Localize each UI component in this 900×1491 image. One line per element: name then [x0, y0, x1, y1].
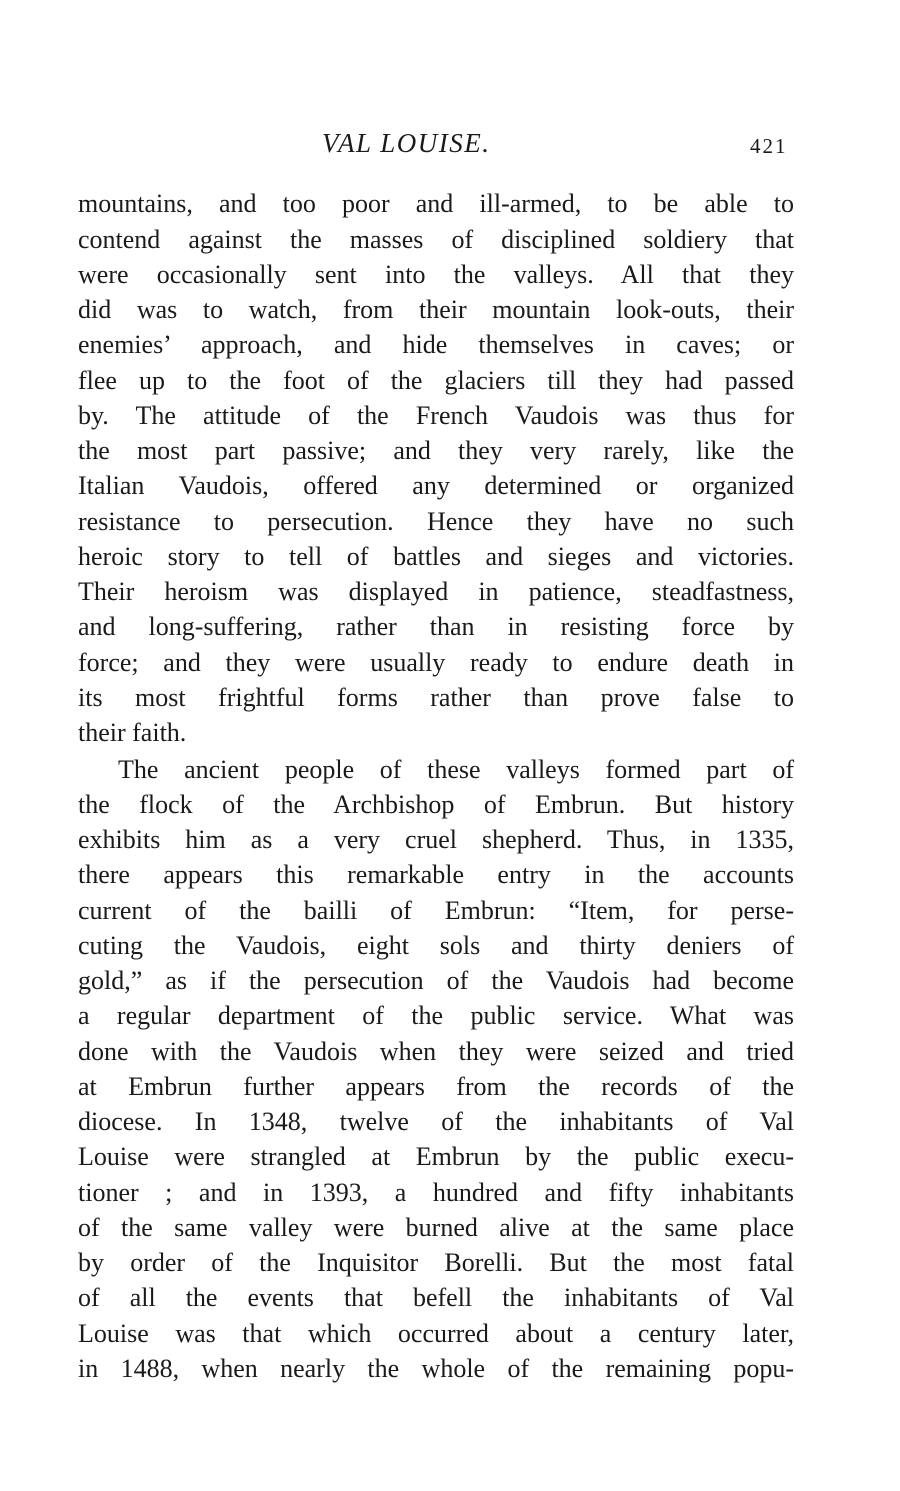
text-line: of the same valley were burned alive at the same place: [78, 1213, 794, 1242]
text-line: mountains, and too poor and ill-armed, to be able to: [78, 189, 794, 218]
text-line: there appears this remarkable entry in the accounts: [78, 860, 794, 889]
text-line: The ancient people of these valleys formed part of: [118, 755, 794, 784]
text-line: of all the events that befell the inhabitants of Val: [78, 1283, 794, 1312]
text-line: current of the bailli of Embrun: “Item, for perse-: [78, 896, 794, 925]
text-line: were occasionally sent into the valleys. All that they: [78, 260, 794, 289]
page-number: 421: [750, 134, 788, 158]
text-line: a regular department of the public service. What was: [78, 1001, 794, 1030]
running-head: [0, 128, 900, 168]
page-title: VAL LOUISE.: [322, 128, 491, 158]
text-line: exhibits him as a very cruel shepherd. Thus, in 1335,: [78, 825, 794, 854]
text-line: Louise was that which occurred about a century later,: [78, 1319, 794, 1348]
text-line: heroic story to tell of battles and sieges and victories.: [78, 542, 794, 571]
text-line: force; and they were usually ready to endure death in: [78, 648, 794, 677]
text-line: at Embrun further appears from the records of the: [78, 1072, 794, 1101]
text-line: diocese. In 1348, twelve of the inhabitants of Val: [78, 1107, 794, 1136]
text-line: resistance to persecution. Hence they have no such: [78, 507, 794, 536]
text-line: Italian Vaudois, offered any determined or organized: [78, 471, 794, 500]
text-line: their faith.: [78, 718, 187, 747]
text-line: tioner ; and in 1393, a hundred and fifty inhabitants: [78, 1178, 794, 1207]
text-line: done with the Vaudois when they were seized and tried: [78, 1037, 794, 1066]
text-line: did was to watch, from their mountain look-outs, their: [78, 295, 794, 324]
text-line: in 1488, when nearly the whole of the remaining popu-: [78, 1354, 794, 1383]
text-line: the flock of the Archbishop of Embrun. But history: [78, 790, 794, 819]
text-line: by. The attitude of the French Vaudois was thus for: [78, 401, 794, 430]
text-line: and long-suffering, rather than in resisting force by: [78, 612, 794, 641]
text-line: contend against the masses of disciplined soldiery that: [78, 225, 794, 254]
text-line: flee up to the foot of the glaciers till they had passed: [78, 366, 794, 395]
text-line: enemies’ approach, and hide themselves in caves; or: [78, 330, 794, 359]
text-line: Louise were strangled at Embrun by the public execu-: [78, 1142, 794, 1171]
text-line: gold,” as if the persecution of the Vaudois had become: [78, 966, 794, 995]
text-line: by order of the Inquisitor Borelli. But the most fatal: [78, 1248, 794, 1277]
text-line: Their heroism was displayed in patience, steadfastness,: [78, 577, 794, 606]
text-line: its most frightful forms rather than prove false to: [78, 683, 794, 712]
text-line: the most part passive; and they very rarely, like the: [78, 436, 794, 465]
text-line: cuting the Vaudois, eight sols and thirty deniers of: [78, 931, 794, 960]
